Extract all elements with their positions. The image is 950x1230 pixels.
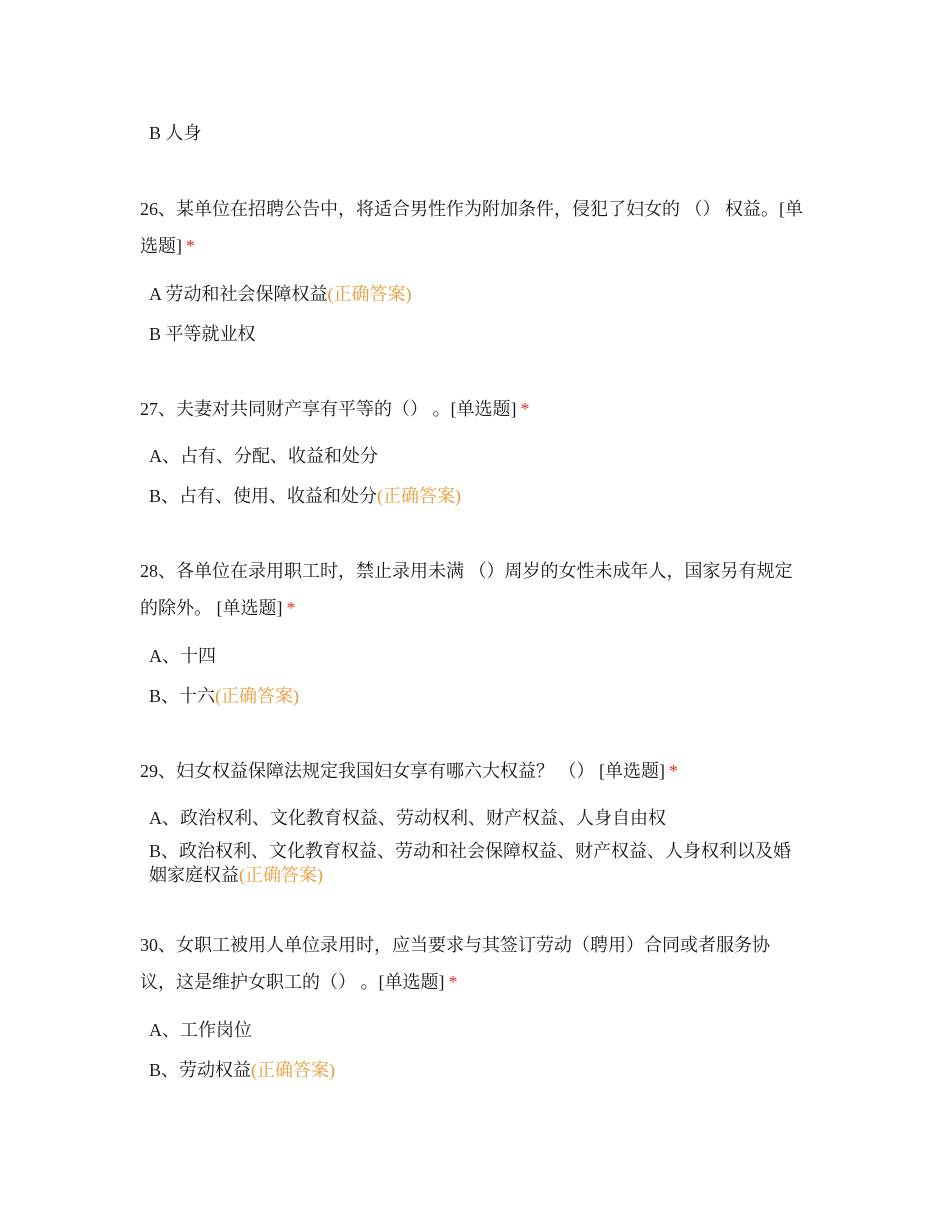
question-text: 30、女职工被用人单位录用时，应当要求与其签订劳动（聘用）合同或者服务协议，这是维护女职工的（） 。[单选题]	[140, 935, 770, 992]
option-b-prev-question[interactable]	[149, 121, 809, 145]
question-30-option-b[interactable]	[149, 1058, 809, 1082]
question-30	[140, 927, 805, 1001]
option-text: A、工作岗位	[149, 1020, 252, 1040]
question-26	[140, 191, 805, 265]
required-mark: *	[669, 761, 678, 781]
option-text: A、十四	[149, 646, 216, 666]
required-mark: *	[186, 236, 195, 256]
option-text: B 人身	[149, 123, 202, 143]
question-27-option-b[interactable]	[149, 484, 809, 508]
correct-answer-label: (正确答案)	[251, 1060, 336, 1080]
question-27	[140, 391, 805, 428]
question-26-option-b[interactable]	[149, 322, 809, 346]
question-29	[140, 753, 805, 790]
required-mark: *	[286, 598, 296, 618]
question-text: 26、某单位在招聘公告中，将适合男性作为附加条件，侵犯了妇女的 （） 权益。[单选题]	[140, 199, 803, 256]
required-mark: *	[448, 972, 458, 992]
question-28-option-b[interactable]	[149, 684, 809, 708]
correct-answer-label: (正确答案)	[239, 865, 323, 885]
question-29-option-b[interactable]	[149, 839, 799, 887]
question-28	[140, 553, 805, 627]
question-text: 29、妇女权益保障法规定我国妇女享有哪六大权益？ （） [单选题]	[140, 761, 665, 781]
option-text: A 劳动和社会保障权益	[149, 284, 328, 304]
question-29-option-a[interactable]	[149, 806, 809, 830]
option-text: B、十六	[149, 686, 216, 706]
question-26-option-a[interactable]	[149, 282, 809, 306]
option-text: B 平等就业权	[149, 324, 256, 344]
option-text: B、占有、使用、收益和处分	[149, 486, 378, 506]
correct-answer-label: (正确答案)	[327, 284, 412, 304]
option-text: B、政治权利、文化教育权益、劳动和社会保障权益、财产权益、人身权利以及婚姻家庭权益	[149, 841, 792, 885]
question-30-option-a[interactable]	[149, 1018, 809, 1042]
question-text: 27、夫妻对共同财产享有平等的（） 。[单选题]	[140, 399, 517, 419]
option-text: A、政治权利、文化教育权益、劳动权利、财产权益、人身自由权	[149, 808, 666, 828]
question-text: 28、各单位在录用职工时，禁止录用未满 （）周岁的女性未成年人，国家另有规定的除外。 [单选题]	[140, 561, 793, 618]
option-text: A、占有、分配、收益和处分	[149, 446, 378, 466]
required-mark: *	[520, 399, 530, 419]
question-28-option-a[interactable]	[149, 644, 809, 668]
correct-answer-label: (正确答案)	[377, 486, 462, 506]
correct-answer-label: (正确答案)	[215, 686, 300, 706]
option-text: B、劳动权益	[149, 1060, 252, 1080]
question-27-option-a[interactable]	[149, 444, 809, 468]
